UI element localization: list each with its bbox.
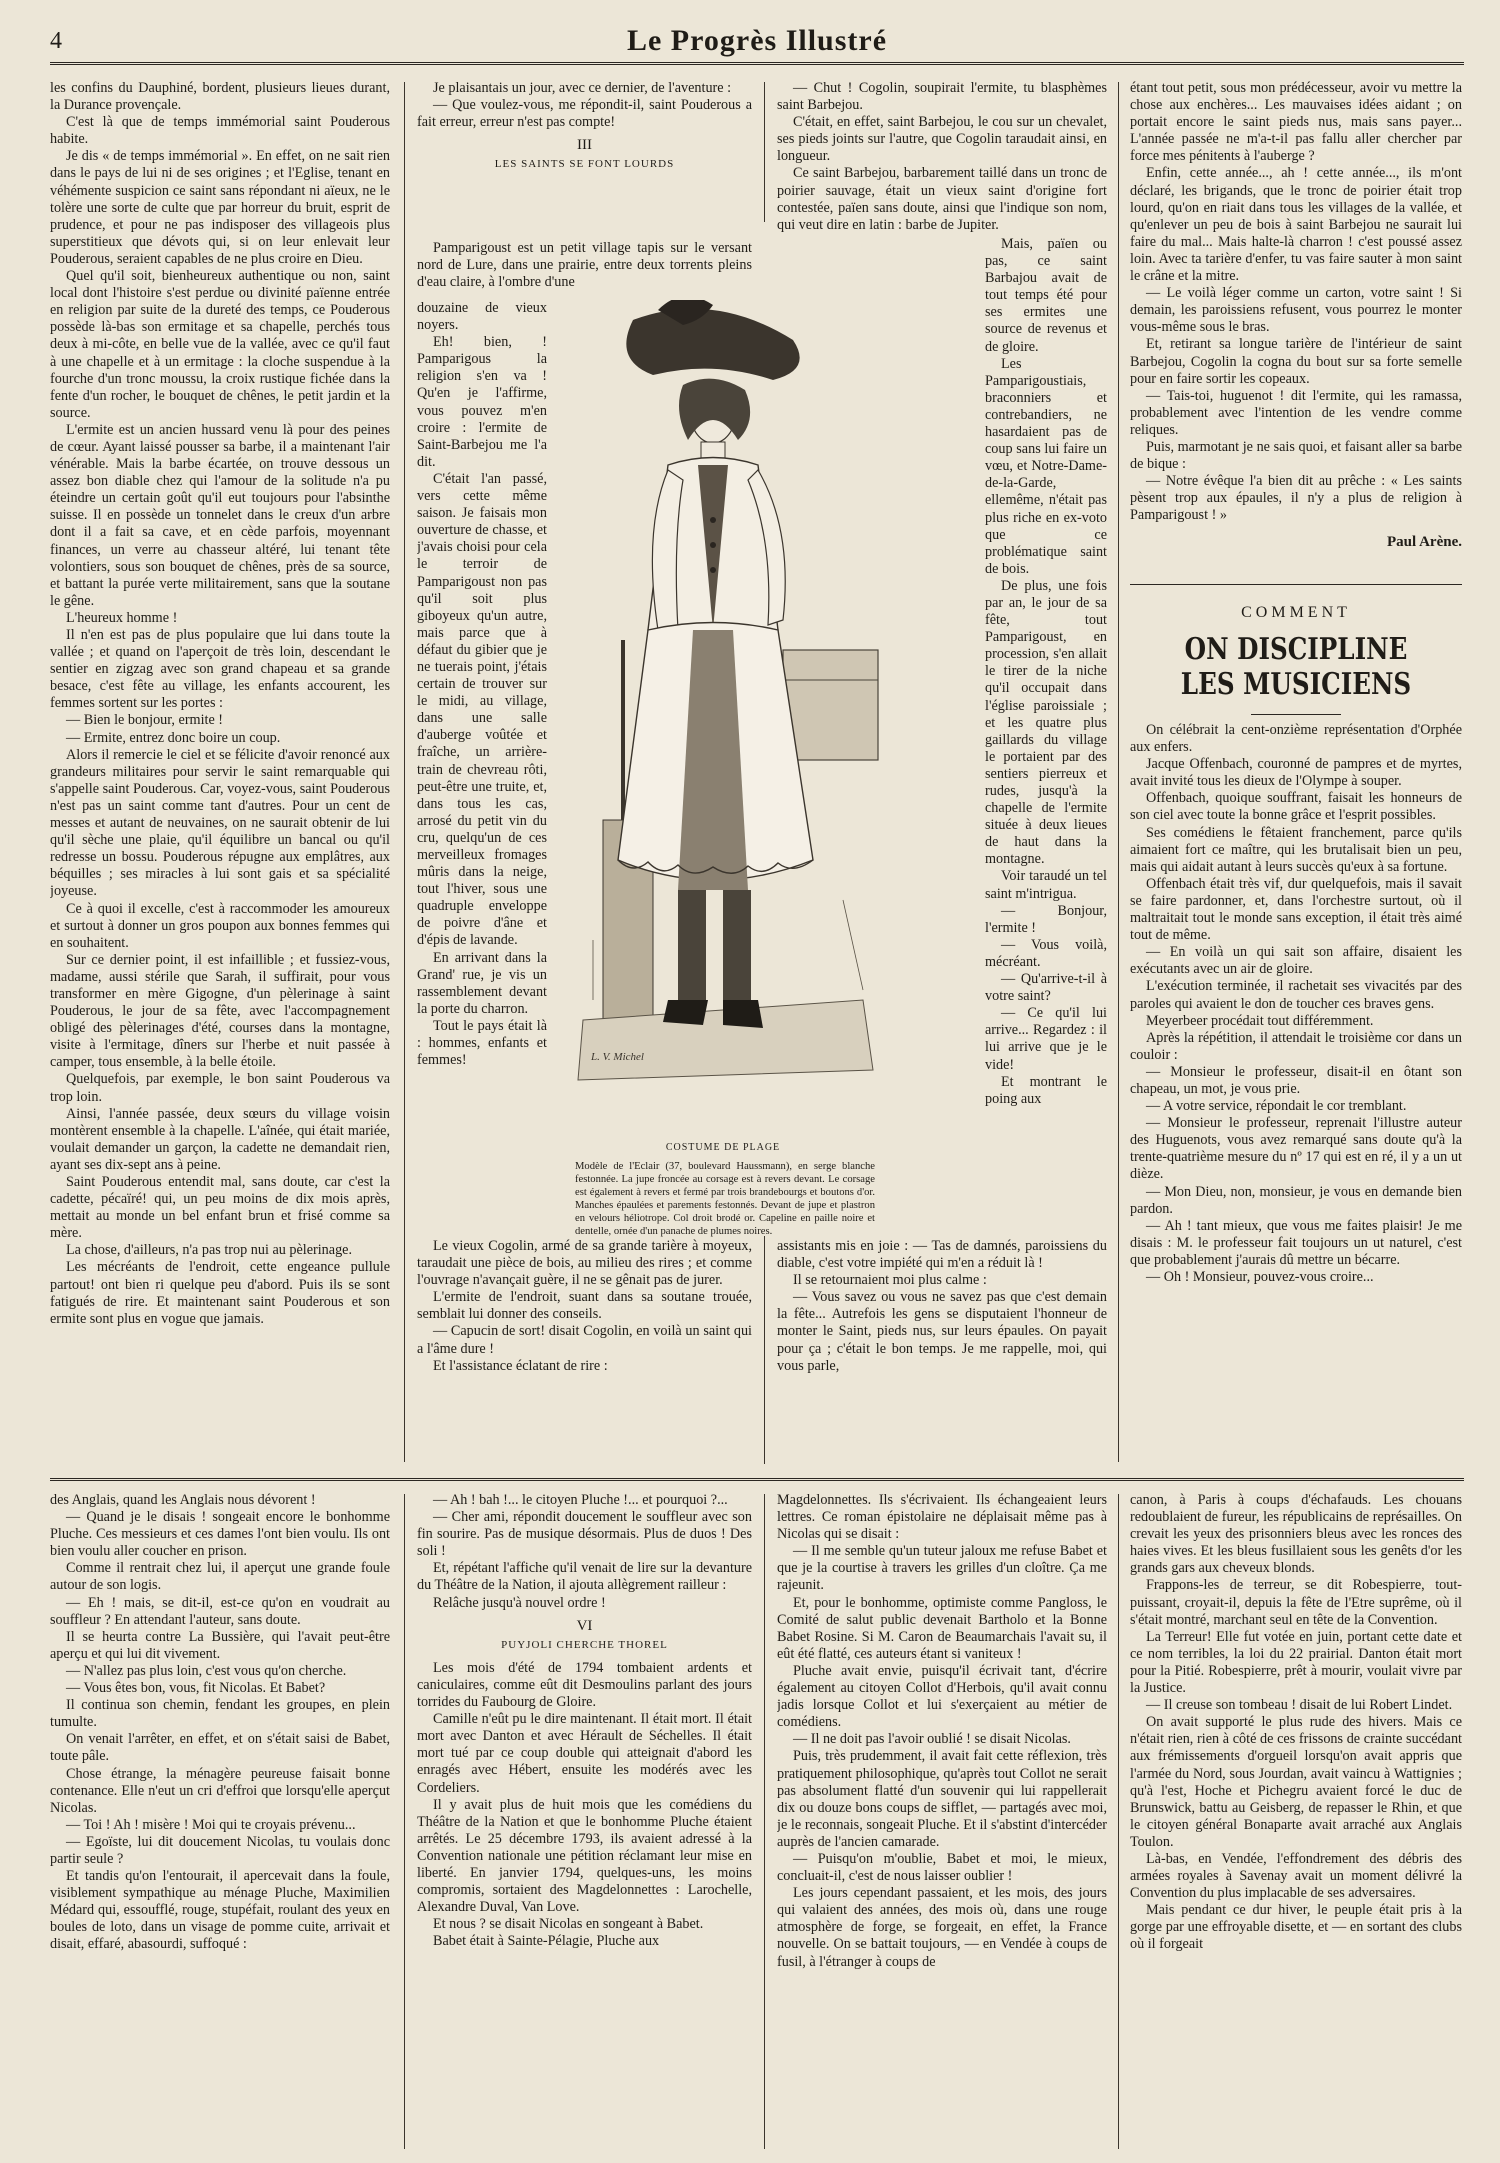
story-column-2-narrow [417, 300, 547, 1235]
paragraph: les confins du Dauphiné, bordent, plusieurs lieues durant, la Durance provençale. [50, 80, 390, 114]
paragraph: Comme il rentrait chez lui, il aperçut une grande foule autour de son logis. [50, 1560, 390, 1594]
paragraph: Et montrant le poing aux [985, 1073, 1107, 1107]
paragraph: Jacque Offenbach, couronné de pampres et de myrtes, avait invité tous les dieux de l'Olympe à souper. [1130, 756, 1462, 790]
author-signature: Paul Arène. [1387, 534, 1462, 551]
paragraph: Meyerbeer procédait tout différemment. [1146, 1012, 1374, 1029]
paragraph: Eh! bien, ! Pamparigous la religion s'en va ! Qu'en je l'affirme, vous pouvez m'en croire : l'ermite de Saint-Barbejou me l'a dit. [417, 334, 547, 470]
fashion-illustration [563, 300, 883, 1140]
page-header [50, 18, 1464, 60]
paragraph: Les jours cependant passaient, et les mois, des jours qui valaient des années, des mois où, dans une rouge atmosphère de forge, se forgeait, en effet, la France nouvelle. On se battait toujours, — en Vendée à coups de fusil, à l'étranger à coups de [777, 1885, 1107, 1970]
paragraph: En arrivant dans la Grand' rue, je vis un rassemblement devant la porte du charron. [417, 949, 547, 1017]
story-column-3-top [777, 80, 1107, 240]
section-title: PUYJOLI CHERCHE THOREL [501, 1638, 668, 1651]
paragraph: Mais, païen ou pas, ce saint Barbajou avait de tout temps été pour ses ermites une source de revenus et de gloire. [985, 236, 1107, 355]
paragraph: — Puisqu'on m'oublie, Babet et moi, le mieux, concluait-il, c'est de nous laisser oublier ! [777, 1850, 1107, 1885]
paragraph: Après la répétition, il attendait le troisième cor dans un couloir : [1130, 1029, 1462, 1063]
figure-caption-title: COSTUME DE PLAGE [665, 1142, 781, 1153]
paragraph: — Que voulez-vous, me répondit-il, saint Pouderous a fait erreur, erreur n'est pas compte! [417, 97, 752, 131]
paragraph: — Egoïste, lui dit doucement Nicolas, tu voulais donc partir seule ? [50, 1833, 390, 1867]
story-column-2-full [417, 240, 752, 300]
paragraph: On avait supporté le plus rude des hivers. Mais ce n'était rien, rien à côté de ces frissons de crainte succédant aux frémissements d'orgueil lorsqu'on avait appris que l'armée du Nord, sous Jourdan, avait vaincu à Wattignies ; qu'à l'est, Hoche et Pichegru avaient forcé le duc de Brunswick, battu au Geisberg, de repasser le Rhin, et que le citoyen général Bonaparte avait arraché aux Anglais Toulon. [1130, 1714, 1462, 1850]
story-column-3-narrow [985, 236, 1107, 1236]
paragraph: On célébrait la cent-onzième représentation d'Orphée aux enfers. [1130, 722, 1462, 756]
paragraph: — Vous voilà, mécréant. [985, 936, 1107, 970]
story-column-4 [1130, 80, 1462, 580]
paragraph: — Qu'arrive-t-il à votre saint? [985, 971, 1107, 1005]
paragraph: — A votre service, répondait le cor tremblant. [1146, 1098, 1407, 1115]
feuilleton-column-2 [417, 1492, 752, 2152]
paragraph: C'était, en effet, saint Barbejou, le cou sur un chevalet, ses pieds joints sur l'autre, que Cogolin taraudait ainsi, en longueur. [777, 114, 1107, 165]
musiciens-column [1130, 722, 1462, 1467]
paragraph: Sur ce dernier point, il est infaillible ; et fussiez-vous, madame, aussi stérile que Sarah, il suffirait, pour vous transformer en mère Gigogne, d'un pèlerinage à saint Pouderous, le jour de sa fête, avec l'accompagnement obligé des pèlerinages d'été, courses dans la montagne, visite à l'ermitage, dîners sur l'herbe et nuit passée à camper, tous ensemble, à la belle étoile. [50, 951, 390, 1071]
paragraph: canon, à Paris à coups d'échafauds. Les chouans redoublaient de fureur, les républicains de représailles. On crevait les yeux des prisonniers bleus avec les ronces des haies vives. Et les bleus fusillaient sous les genêts d'or les grands gars aux cheveux blonds. [1130, 1492, 1462, 1577]
paragraph: Il continua son chemin, fendant les groupes, en plein tumulte. [50, 1697, 390, 1731]
feuilleton-column-4 [1130, 1492, 1462, 2152]
paragraph: On venait l'arrêter, en effet, et on s'était saisi de Babet, toute pâle. [50, 1731, 390, 1765]
paragraph: — Cher ami, répondit doucement le souffleur avec son fin sourire. Pas de musique désormais. Plus de duos ! Des soli ! [417, 1509, 752, 1560]
paragraph: Ainsi, l'année passée, deux sœurs du village voisin montèrent ensemble à la chapelle. L'aînée, qui était mariée, voulait demander un garçon, la cadette ne demandait rien, ayant ses dix-sept ans à peine. [50, 1105, 390, 1173]
paragraph: Puis, marmotant je ne sais quoi, et faisant aller sa barbe de bique : [1130, 438, 1462, 473]
musiciens-header [1130, 604, 1462, 715]
paragraph: Magdelonnettes. Ils s'écrivaient. Ils échangeaient leurs lettres. Ce roman épistolaire ne déplaisait même pas à Nicolas qui se disait : [777, 1492, 1107, 1543]
paragraph: — Il ne doit pas l'avoir oublié ! se disait Nicolas. [793, 1731, 1071, 1748]
column-rule [404, 1494, 405, 2149]
paragraph: — Vous êtes bon, vous, fit Nicolas. Et Babet? [66, 1680, 326, 1697]
artist-signature: L. V. Michel [591, 1051, 644, 1063]
column-rule [764, 1494, 765, 2149]
paragraph: — Bien le bonjour, ermite ! [66, 712, 224, 729]
paragraph: Et nous ? se disait Nicolas en songeant à Babet. [433, 1916, 704, 1933]
paragraph: Ses comédiens le fêtaient franchement, parce qu'ils aimaient fort ce maître, qui les brutalisait bien un peu, mais qui aidait autant à leurs succès qu'eux à sa fortune. [1130, 824, 1462, 875]
column-rule [764, 82, 765, 222]
paragraph: — Tais-toi, huguenot ! dit l'ermite, qui les ramassa, probablement avec l'intention de les vendre comme reliques. [1130, 387, 1462, 438]
paragraph: Puis, très prudemment, il avait fait cette réflexion, très pratiquement philosophique, qu'après tout Collot ne serait pas absolument flatté d'un souvenir qui lui rappellerait dix ou douze bons coups de sifflet, — partagés avec moi, je le reconnais, songeait Pluche. Et il s'abstint d'intercéder auprès de l'ancien camarade. [777, 1748, 1107, 1850]
paragraph: De plus, une fois par an, le jour de sa fête, tout Pamparigoust, en procession, s'en allait le tirer de la niche qu'il occupait dans l'église paroissiale ; et les quatre plus gaillards du village le portaient par des sentiers pierreux et rudes, jusqu'à la chapelle de l'ermite située à deux lieues de haut dans la montagne. [985, 577, 1107, 868]
paragraph: Ce à quoi il excelle, c'est à raccommoder les amoureux et surtout à donner un gros poupon aux bonnes femmes qui en souhaitent. [50, 900, 390, 951]
paragraph: L'ermite est un ancien hussard venu là pour des peines de cœur. Ayant laissé pousser sa barbe, il a maintenant l'air vénérable. Mais la barbe écartée, on trouve dessous un assez bon diable chez qui l'amour de la solitude n'a pu éteindre un certain goût qu'il eut toujours pour l'absinthe suisse. Il en possède un tonnelet dans le creux d'un arbre dont il a fait sa cave, et en cède parfois, moyennant finances, un verre au chasseur altéré, lui tenant tête volontiers, sous son bouquet de chênes, près de sa source, et battant la purée verte militairement, sans que la soutane le gêne. [50, 421, 390, 609]
paragraph: Quelquefois, par exemple, le bon saint Pouderous va trop loin. [50, 1071, 390, 1105]
paragraph: Relâche jusqu'à nouvel ordre ! [433, 1594, 606, 1611]
paragraph: Et l'assistance éclatant de rire : [433, 1357, 608, 1374]
paragraph: Et tandis qu'on l'entourait, il apercevait dans la foule, visiblement sympathique au ménage Pluche, Maximilien Médard qui, essoufflé, rouge, stupéfait, roulant des yeux en boules de loto, dans un visage de pomme cuite, arrivait et disait, effaré, abasourdi, suffoqué : [50, 1868, 390, 1953]
column-rule [764, 1236, 765, 1464]
paragraph: Frappons-les de terreur, se dit Robespierre, tout-puissant, croyait-il, depuis la fête de l'Etre suprême, où il s'était montré, marchant seul en tête de la Convention. [1130, 1577, 1462, 1628]
paragraph: — Monsieur le professeur, reprenait l'illustre auteur des Huguenots, vous avez remarqué sans doute qu'à la trente-quatrième mesure du nº 17 qui est en ré, il y a un ut dièze. [1130, 1115, 1462, 1183]
column-rule [1118, 82, 1119, 1462]
paragraph: — Il me semble qu'un tuteur jaloux me refuse Babet et que je la courtise à travers les grilles d'un cloître. Ça me rajeunit. [777, 1543, 1107, 1594]
paragraph: étant tout petit, sous mon prédécesseur, avoir vu mettre la chose aux enchères... Les mauvaises idées aidant ; on portait encore le saint pieds nus, mais sans payer... L'année passée ne m'a-t-il pas fallu aller chercher par force mes pénitents à l'auberge ? [1130, 80, 1462, 165]
masthead-title: Le Progrès Illustré [626, 24, 888, 57]
paragraph: — Notre évêque l'a bien dit au prêche : « Les saints pèsent trop aux épaules, il n'y a plus de religion à Pamparigoust ! » [1130, 473, 1462, 524]
feuilleton-rule [50, 1478, 1464, 1481]
paragraph: Babet était à Sainte-Pélagie, Pluche aux [433, 1933, 660, 1950]
paragraph: — Chut ! Cogolin, soupirait l'ermite, tu blasphèmes saint Barbejou. [777, 80, 1107, 114]
paragraph: — Mon Dieu, non, monsieur, je vous en demande bien pardon. [1130, 1183, 1462, 1217]
feuilleton-column-1 [50, 1492, 390, 2152]
paragraph: Alors il remercie le ciel et se félicite d'avoir renoncé aux grandeurs militaires pour servir le saint remarquable qui s'appelle saint Pouderous. Car, voyez-vous, saint Pouderous n'est pas un saint comme tant d'autres. Pour un cent de messes et autant de neuvaines, on ne saurait obtenir de lui qu'il sèche une plaie, qu'il équilibre un bancal ou qu'il redresse un bossu. Pouderous répugne aux emplâtres, aux béquilles ; ses miracles à lui sont gais et sa spécialité joyeuse. [50, 746, 390, 900]
paragraph: Offenbach était très vif, dur quelquefois, mais il savait se faire pardonner, et, dans l'orchestre surtout, où il maltraitait tout le monde sans exception, il était très aimé tout de même. [1130, 875, 1462, 944]
paragraph: Je dis « de temps immémorial ». En effet, on ne sait rien dans le pays de lui ni de ses origines ; et l'Eglise, tenant en véhémente suspicion ce saint sans répondant ni aïeux, ne le tolère une sorte de culte que par horreur du bruit, esprit de prudence, et pour ne pas indisposer des villageois plus superstitieux que dévots qui, si on leur enlevait leur Pouderous, seraient capables de ne plus croire en Dieu. [50, 148, 390, 267]
paragraph: — En voilà un qui sait son affaire, disaient les exécutants avec un air de gloire. [1130, 944, 1462, 978]
feuilleton-column-3 [777, 1492, 1107, 2152]
paragraph: — Vous savez ou vous ne savez pas que c'est demain la fête... Autrefois les gens se disputaient l'honneur de monter le Saint, pieds nus, sur leurs épaules. On payait pour ça ; c'était le bon temps. Je me rappelle, moi, qui vous parle, [777, 1289, 1107, 1374]
paragraph: Là-bas, en Vendée, l'effondrement des débris des armées royales à Savenay avait un moment délivré la Convention du plus implacable de ses adversaires. [1130, 1850, 1462, 1902]
paragraph: — Ermite, entrez donc boire un coup. [66, 729, 281, 746]
paragraph: La chose, d'ailleurs, n'a pas trop nui au pèlerinage. [66, 1242, 353, 1259]
paragraph: Saint Pouderous entendit mal, sans doute, car c'est la cadette, pécaïré! qui, un peu moins de dix mois après, mettait au monde un bel enfant brun et frisé comme sa mère. [50, 1174, 390, 1242]
paragraph: — Il creuse son tombeau ! disait de lui Robert Lindet. [1146, 1697, 1453, 1714]
paragraph: — Le voilà léger comme un carton, votre saint ! Si demain, les paroissiens refusent, vous pourrez le monter vous-même sous le bras. [1130, 285, 1462, 336]
paragraph: Enfin, cette année..., ah ! cette année..., ils m'ont déclaré, les brigands, que le tronc de poirier était trop lourd, qu'on en riait dans tous les villages de la vallée, et qu'enlever un peu de bois à saint Barbejou ne saurait lui faire du mal... Mais halte-là charron ! c'est poussé assez loin. Avec ta tarière d'enfer, tu vas faire sauter à mon saint le crâne et la mitre. [1130, 165, 1462, 285]
paragraph: C'est là que de temps immémorial saint Pouderous habite. [50, 114, 390, 148]
paragraph: — Eh ! mais, se dit-il, est-ce qu'on en voudrait au souffleur ? En attendant l'auteur, sans doute. [50, 1594, 390, 1628]
paragraph: L'ermite de l'endroit, suant dans sa soutane trouée, semblait lui donner des conseils. [417, 1289, 752, 1323]
paragraph: — N'allez pas plus loin, c'est vous qu'on cherche. [66, 1662, 347, 1679]
story-column-2-top [417, 80, 752, 240]
story-column-2-bottom [417, 1238, 752, 1468]
woman-beach-costume-illustration [563, 300, 883, 1100]
paragraph: La Terreur! Elle fut votée en juin, portant cette date et ce nom terribles, la loi du 22 prairial. Danton était mort pour la Pitié. Robespierre, prêt à mourir, voulait vivre par la Justice. [1130, 1628, 1462, 1697]
figure-caption: Modèle de l'Eclair (37, boulevard Haussmann), en serge blanche festonnée. La jupe froncée au corsage est à revers devant. Le corsage est également à revers et fermé par trois brandebourgs et boutons d'or. Manches épaulées et parements festonnés. Devant de jupe et plastron en velours héliotrope. Col droit brodé or. Capeline en paille noire et dentelle, ornée d'un panache de plumes noires. [575, 1161, 875, 1237]
paragraph: Pamparigoust est un petit village tapis sur le versant nord de Lure, dans une prairie, entre deux torrents pleins d'eau claire, à l'ombre d'une [417, 240, 752, 291]
paragraph: Je plaisantais un jour, avec ce dernier, de l'aventure : [433, 80, 732, 96]
paragraph: Le vieux Cogolin, armé de sa grande tarière à moyeux, taraudait une pièce de bois, au milieu des rires ; et comme l'ouvrage n'avançait guère, il ne se gênait pas de jurer. [417, 1238, 752, 1289]
paragraph: Mais pendant ce dur hiver, le peuple était pris à la gorge par une effroyable disette, et — en sortant des clubs où il forgeait [1130, 1902, 1462, 1953]
paragraph: douzaine de vieux noyers. [417, 300, 547, 334]
section-number: III [577, 137, 592, 154]
paragraph: — Ce qu'il lui arrive... Regardez : il lui arrive que je le vide! [985, 1005, 1107, 1073]
paragraph: Il n'en est pas de plus populaire que lui dans toute la vallée ; et quand on l'aperçoit de très loin, descendant le sentier en zigzag avec son grand chapeau et sa grande besace, c'est fête au village, les enfants accourent, les femmes sortent sur les portes : [50, 627, 390, 712]
paragraph: — Capucin de sort! disait Cogolin, en voilà un saint qui a l'âme dure ! [417, 1323, 752, 1357]
paragraph: Ce saint Barbejou, barbarement taillé dans un tronc de poirier sauvage, était un vieux saint d'origine fort contestée, païen sans doute, ainsi que l'indique son nom, qui veut dire en latin : barbe de Jupiter. [777, 165, 1107, 233]
paragraph: Tout le pays était là : hommes, enfants et femmes! [417, 1017, 547, 1069]
article-headline: ON DISCIPLINE LES MUSICIENS [1180, 632, 1412, 702]
paragraph: Les mois d'été de 1794 tombaient ardents et caniculaires, comme eût dit Desmoulins parlant des jours torrides du Faubourg de Gloire. [417, 1659, 752, 1711]
page-number: 4 [50, 28, 62, 54]
paragraph: Et, pour le bonhomme, optimiste comme Pangloss, le Comité de salut public devenait Bartholo et la Bonne Babet Rosine. Si M. Caron de Beaumarchais l'avait su, il eût été flatté, ces auteurs étant si vaniteux ! [777, 1594, 1107, 1662]
paragraph: — Bonjour, l'ermite ! [985, 902, 1107, 936]
column-rule [1118, 1494, 1119, 2149]
paragraph: — Quand je le disais ! songeait encore le bonhomme Pluche. Ces messieurs et ces dames l'ont bien voulu. Ils ont bien voulu aller coucher en prison. [50, 1509, 390, 1560]
header-rule [50, 62, 1464, 65]
paragraph: — Ah ! tant mieux, que vous me faites plaisir! Je me disais : M. le professeur fait toujours un ut naturel, c'est que probablement j'aurais dû mettre un bécarre. [1130, 1217, 1462, 1268]
section-title: LES SAINTS SE FONT LOURDS [494, 158, 675, 171]
paragraph: Il se retournaient moi plus calme : [793, 1272, 987, 1289]
paragraph: Pluche avait envie, puisqu'il écrivait tant, d'écrire également au citoyen Collot d'Herbois, qu'il avait connu jadis lorsque Collot et lui s'exerçaient au métier de comédiens. [777, 1662, 1107, 1731]
paragraph: Camille n'eût pu le dire maintenant. Il était mort. Il était mort avec Danton et avec Hérault de Séchelles. Il était mort tué par ce coup double qui atteignait d'abord les enragés avec Hébert, ensuite les modérés avec les Cordeliers. [417, 1711, 752, 1796]
paragraph: C'était l'an passé, vers cette même saison. Je faisais mon ouverture de chasse, et j'avais choisi pour cela le terroir de Pamparigoust non pas qu'il soit plus giboyeux qu'un autre, mais parce que à défaut du gibier que je ne tuerais point, j'étais certain de trouver sur le midi, au village, dans une salle d'auberge voûtée et fraîche, un arrière-train de chevreau rôti, peut-être une truite, et, dans tous les cas, arrosé du petit vin du cru, quelqu'un de ces merveilleux fromages mûris dans la neige, tout l'hiver, sous une quadruple enveloppe de poivre d'âne et d'épis de lavande. [417, 470, 547, 949]
paragraph: Les mécréants de l'endroit, cette engeance pullule partout! ont bien ri quelque peu d'abord. Puis ils se sont fatigués de rire. Et maintenant saint Pouderous et son ermite sont plus en vogue que jamais. [50, 1259, 390, 1327]
paragraph: Quel qu'il soit, bienheureux authentique ou non, saint local dont l'histoire s'est perdue ou divinité païenne entrée en religion par suite de la dureté des temps, ce Pouderous possède là-bas son ermitage et sa chapelle, perchés tous deux à mi-côte, en belle vue de la vallée, avec ce qu'il faut à une chapelle et à un ermitage : la cloche suspendue à la fourche d'un tronc moussu, la croix rustique fichée dans la fente d'un rocher, le bouquet de chênes, le petit jardin et la source. [50, 268, 390, 421]
paragraph: Voir taraudé un tel saint m'intrigua. [985, 868, 1107, 902]
story-column-1 [50, 80, 390, 1465]
paragraph: Et, répétant l'affiche qu'il venait de lire sur la devanture du Théâtre de la Nation, il ajouta allègrement railleur : [417, 1560, 752, 1594]
paragraph: Il se heurta contre La Bussière, qui l'avait peut-être aperçu et qui lui dit vivement. [50, 1628, 390, 1662]
paragraph: — Monsieur le professeur, disait-il en ôtant son chapeau, un mot, je vous prie. [1130, 1063, 1462, 1097]
headline-rule [1251, 714, 1341, 715]
column-rule [404, 82, 405, 1462]
paragraph: — Toi ! Ah ! misère ! Moi qui te croyais prévenu... [66, 1816, 356, 1833]
section-number: VI [576, 1617, 593, 1634]
paragraph: — Ah ! bah !... le citoyen Pluche !... et pourquoi ?... [433, 1492, 728, 1508]
story-column-3-bottom [777, 1238, 1107, 1468]
paragraph: Chose étrange, la ménagère peureuse faisait bonne contenance. Elle n'eut un cri d'effroi que lorsqu'elle aperçut Nicolas. [50, 1765, 390, 1816]
paragraph: Les Pamparigoustiais, braconniers et contrebandiers, ne hasardaient pas de coup sans lui faire un vœu, et Notre-Dame-de-la-Garde, ellemême, n'était pas plus riche en ex-voto que ce problématique saint de bois. [985, 355, 1107, 577]
paragraph: — Oh ! Monsieur, pouvez-vous croire... [1146, 1269, 1374, 1285]
paragraph: L'heureux homme ! [66, 609, 178, 626]
paragraph: des Anglais, quand les Anglais nous dévorent ! [50, 1492, 316, 1508]
article-divider [1130, 584, 1462, 585]
paragraph: assistants mis en joie : — Tas de damnés, paroissiens du diable, c'est votre impiété qui m'en a réduit là ! [777, 1238, 1107, 1272]
paragraph: L'exécution terminée, il rachetait ses vivacités par des paroles qui avaient le don de toucher ces braves gens. [1130, 978, 1462, 1012]
paragraph: Il y avait plus de huit mois que les comédiens du Théâtre de la Nation et que le bonhomme Pluche étaient arrêtés. Le 25 décembre 1793, ils avaient adressé à la Convention nationale une pétition réclamant leur mise en liberté. En janvier 1794, quelques-uns, les moins compromis, sortaient des Magdelonnettes : Larochelle, Alexandre Duval, Van Love. [417, 1796, 752, 1916]
paragraph: Offenbach, quoique souffrant, faisait les honneurs de son ciel avec toute la bonne grâce et l'esprit possibles. [1130, 790, 1462, 824]
article-kicker: COMMENT [1241, 604, 1351, 621]
paragraph: Et, retirant sa longue tarière de l'intérieur de saint Barbejou, Cogolin la cogna du bout sur sa forte semelle pour en faire sortir les copeaux. [1130, 336, 1462, 387]
